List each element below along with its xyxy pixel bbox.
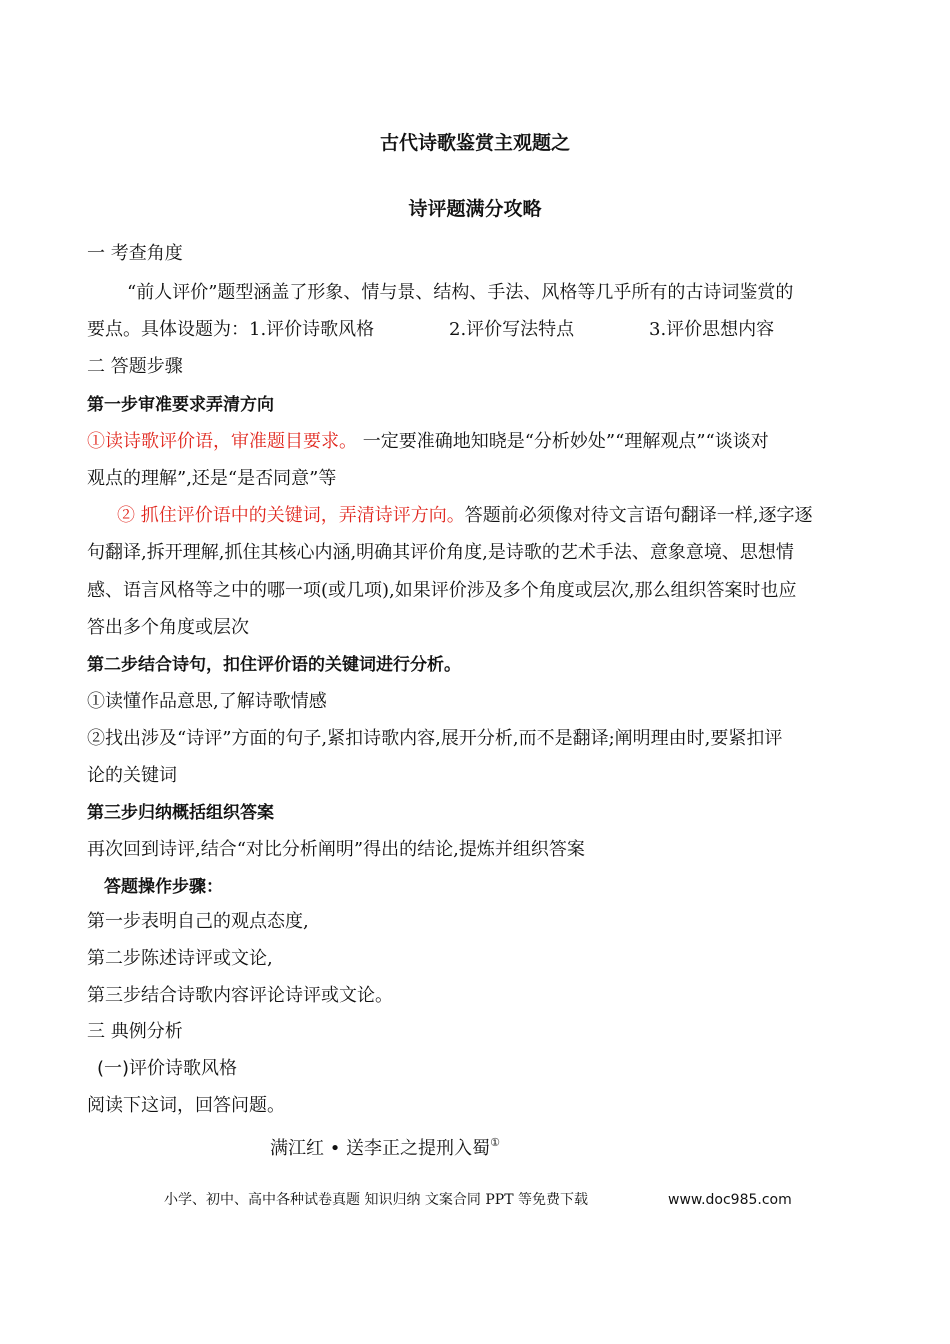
section-1-paragraph-line2 [87,318,775,342]
section-2-heading: 二 答题步骤 [87,356,183,377]
step-1-point-a-line2: 观点的理解”,还是“是否同意”等 [87,468,337,489]
section-3-subheading: (一)评价诗歌风格 [97,1058,238,1079]
section-1-lead: 要点。具体设题为：1.评价诗歌风格 [87,319,375,340]
step-1-point-b-text: 答题前必须像对待文言语句翻译一样,逐字逐 [464,505,813,526]
section-1-item-2: 2.评价写法特点 [449,319,575,340]
operation-step-2: 第二步陈述诗评或文论, [87,948,273,969]
operation-step-3: 第三步结合诗歌内容评论诗评或文论。 [87,985,393,1006]
footer-text: 小学、初中、高中各种试卷真题 知识归纳 文案合同 PPT 等免费下载 [164,1192,588,1208]
step-3-heading: 第三步归纳概括组织答案 [87,803,274,823]
poem-title [270,1131,500,1161]
section-1-item-3: 3.评价思想内容 [649,319,775,340]
step-1-point-b-line4: 答出多个角度或层次 [87,617,249,638]
step-1-point-b-highlight: ② 抓住评价语中的关键词，弄清诗评方向。 [117,505,465,526]
reading-instruction: 阅读下这词，回答问题。 [87,1095,285,1116]
step-1-heading: 第一步审准要求弄清方向 [87,395,274,415]
step-1-point-a-text: 一定要准确地知晓是“分析妙处”“理解观点”“谈谈对 [357,431,769,452]
operation-step-1: 第一步表明自己的观点态度, [87,911,309,932]
footer-website-link[interactable]: www.doc985.com [668,1192,792,1208]
section-3-heading: 三 典例分析 [87,1021,183,1042]
step-2-heading: 第二步结合诗句，扣住评价语的关键词进行分析。 [87,655,461,675]
operation-steps-heading: 答题操作步骤： [104,877,223,897]
document-title-line2: 诗评题满分攻略 [408,198,542,220]
section-1-heading: 一 考查角度 [87,243,183,264]
step-1-point-b-line2: 句翻译,拆开理解,抓住其核心内涵,明确其评价角度,是诗歌的艺术手法、意象意境、思想情 [87,542,794,563]
step-2-point-b-line1: ②找出涉及“诗评”方面的句子,紧扣诗歌内容,展开分析,而不是翻译;阐明理由时,要紧扣评 [87,728,783,749]
step-2-point-a: ①读懂作品意思,了解诗歌情感 [87,691,327,712]
step-1-point-a-highlight: ①读诗歌评价语，审准题目要求。 [87,431,357,452]
step-3-text: 再次回到诗评,结合“对比分析阐明”得出的结论,提炼并组织答案 [87,839,585,860]
poem-footnote-marker: ① [490,1136,500,1149]
step-1-point-b-line3: 感、语言风格等之中的哪一项(或几项),如果评价涉及多个角度或层次,那么组织答案时也应 [87,580,797,601]
section-1-paragraph-line1: “前人评价”题型涵盖了形象、情与景、结构、手法、风格等几乎所有的古诗词鉴赏的 [127,282,794,303]
step-2-point-b-line2: 论的关键词 [87,765,177,786]
document-title-line1: 古代诗歌鉴赏主观题之 [379,132,570,154]
step-1-point-a [87,430,769,454]
poem-title-text: 满江红 • 送李正之提刑入蜀 [270,1138,491,1159]
step-1-point-b [117,504,812,528]
